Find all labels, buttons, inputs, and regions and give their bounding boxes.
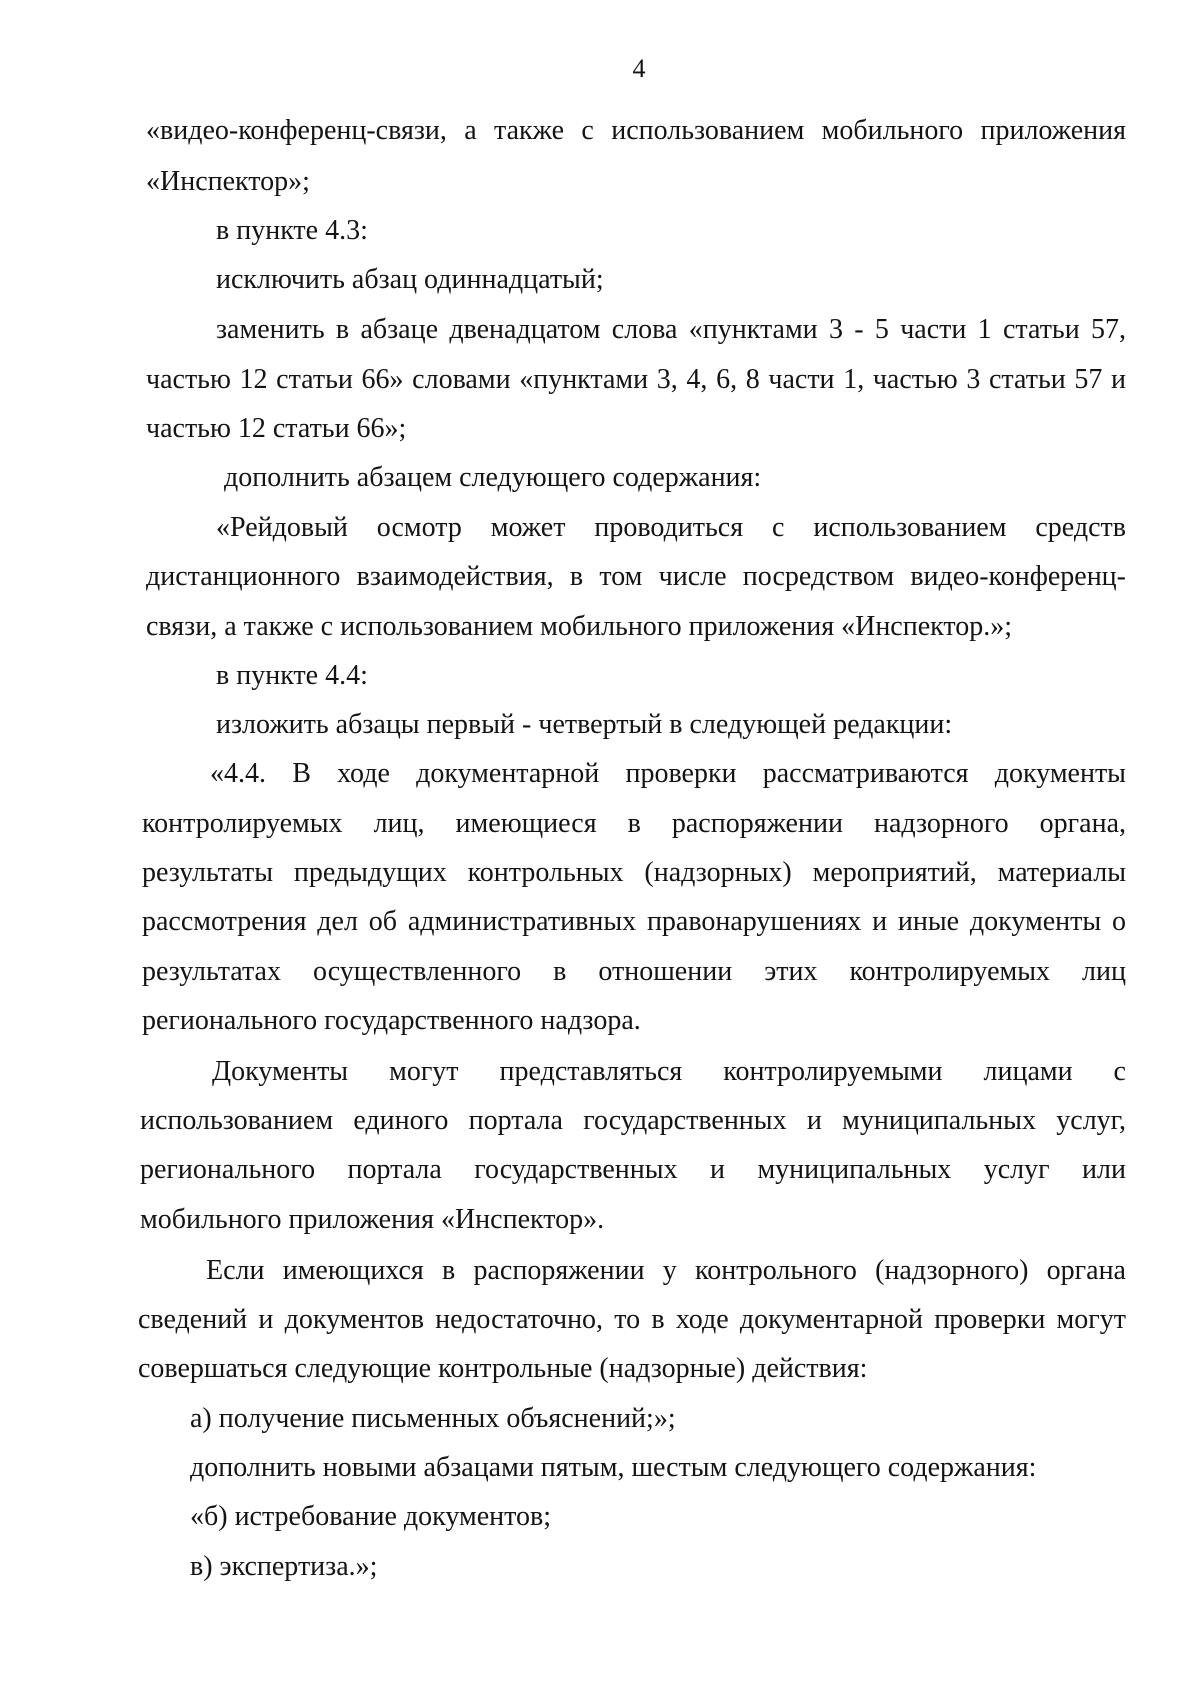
text-line: «Рейдовый осмотр может проводиться с использованием средств bbox=[216, 512, 1126, 543]
text-line: частью 12 статьи 66» словами «пунктами 3, 4, 6, 8 части 1, частью 3 статьи 57 и bbox=[146, 364, 1126, 395]
text-line: в пункте 4.3: bbox=[216, 215, 368, 246]
text-line: частью 12 статьи 66»; bbox=[146, 413, 407, 444]
text-line: дополнить новыми абзацами пятым, шестым следующего содержания: bbox=[190, 1452, 1037, 1483]
text-line: результаты предыдущих контрольных (надзорных) мероприятий, материалы bbox=[142, 857, 1126, 888]
text-line: в) экспертиза.»; bbox=[190, 1551, 378, 1582]
text-line: совершаться следующие контрольные (надзорные) действия: bbox=[138, 1353, 868, 1384]
text-line: регионального государственного надзора. bbox=[142, 1005, 641, 1036]
text-line: рассмотрения дел об административных правонарушениях и иные документы о bbox=[142, 906, 1126, 937]
text-line: использованием единого портала государственных и муниципальных услуг, bbox=[140, 1105, 1126, 1136]
page-number: 4 bbox=[632, 54, 646, 83]
text-line: заменить в абзаце двенадцатом слова «пунктами 3 - 5 части 1 статьи 57, bbox=[216, 314, 1126, 345]
text-line: «4.4. В ходе документарной проверки рассматриваются документы bbox=[210, 758, 1126, 789]
text-line: исключить абзац одиннадцатый; bbox=[216, 264, 604, 295]
text-line: а) получение письменных объяснений;»; bbox=[190, 1403, 676, 1434]
text-line: изложить абзацы первый - четвертый в следующей редакции: bbox=[216, 709, 953, 740]
text-line: сведений и документов недостаточно, то в ходе документарной проверки могут bbox=[138, 1304, 1126, 1335]
text-line: в пункте 4.4: bbox=[216, 660, 368, 691]
text-line: «Инспектор»; bbox=[146, 166, 310, 197]
text-line: Документы могут представляться контролируемыми лицами с bbox=[212, 1056, 1126, 1087]
text-line: «видео-конференц-связи, а также с использованием мобильного приложения bbox=[146, 115, 1126, 146]
text-line: дистанционного взаимодействия, в том числе посредством видео-конференц- bbox=[146, 561, 1126, 592]
text-line: контролируемых лиц, имеющиеся в распоряжении надзорного органа, bbox=[142, 808, 1126, 839]
text-line: регионального портала государственных и муниципальных услуг или bbox=[140, 1154, 1126, 1185]
text-line: дополнить абзацем следующего содержания: bbox=[224, 462, 762, 493]
text-line: Если имеющихся в распоряжении у контрольного (надзорного) органа bbox=[206, 1255, 1126, 1286]
text-line: результатах осуществленного в отношении этих контролируемых лиц bbox=[142, 956, 1126, 987]
text-line: «б) истребование документов; bbox=[190, 1501, 551, 1532]
text-line: связи, а также с использованием мобильного приложения «Инспектор.»; bbox=[146, 611, 1013, 642]
text-line: мобильного приложения «Инспектор». bbox=[140, 1204, 605, 1235]
